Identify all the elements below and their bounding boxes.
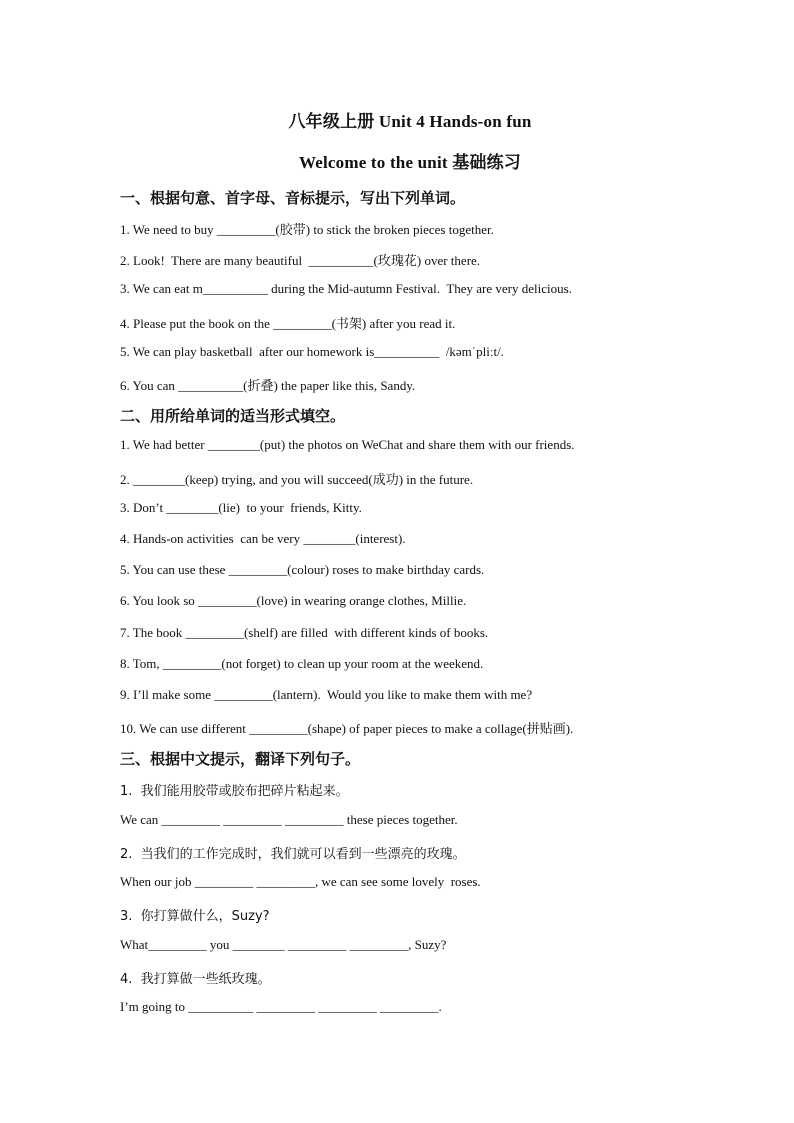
exercise-line: 9. I’ll make some _________(lantern). Would you like to make them with me? bbox=[120, 687, 533, 702]
document-subtitle: Welcome to the unit 基础练习 bbox=[299, 153, 521, 172]
exercise-line: 5. You can use these _________(colour) roses to make birthday cards. bbox=[120, 562, 485, 577]
exercise-line: 10. We can use different _________(shape) of paper pieces to make a collage(拼贴画). bbox=[120, 721, 574, 736]
exercise-line: 8. Tom, _________(not forget) to clean up your room at the weekend. bbox=[120, 656, 484, 671]
section-2-heading: 二、用所给单词的适当形式填空。 bbox=[120, 407, 346, 425]
translation-answer-line: When our job _________ _________, we can see some lovely roses. bbox=[120, 874, 481, 889]
exercise-line: 4. Hands-on activities can be very ________(interest). bbox=[120, 531, 406, 546]
exercise-line: 2. ________(keep) trying, and you will succeed(成功) in the future. bbox=[120, 472, 474, 487]
exercise-line: 6. You can __________(折叠) the paper like this, Sandy. bbox=[120, 378, 416, 393]
exercise-line: 2. Look! There are many beautiful __________(玫瑰花) over there. bbox=[120, 253, 481, 268]
exercise-line: 3. We can eat m__________ during the Mid-autumn Festival. They are very delicious. bbox=[120, 281, 572, 296]
translation-answer-line: What_________ you ________ _________ _________, Suzy? bbox=[120, 937, 447, 952]
exercise-line: 4. Please put the book on the _________(书架) after you read it. bbox=[120, 316, 456, 331]
exercise-line: 5. We can play basketball after our homework is__________ /kəmˈpliːt/. bbox=[120, 344, 504, 359]
document-title: 八年级上册 Unit 4 Hands-on fun bbox=[288, 112, 532, 131]
translation-prompt: 3. 你打算做什么，Suzy? bbox=[120, 909, 270, 924]
section-1-heading: 一、根据句意、首字母、音标提示，写出下列单词。 bbox=[120, 189, 466, 207]
exercise-line: 7. The book _________(shelf) are filled with different kinds of books. bbox=[120, 625, 489, 640]
translation-prompt: 1. 我们能用胶带或胶布把碎片粘起来。 bbox=[120, 784, 349, 799]
section-3-heading: 三、根据中文提示，翻译下列句子。 bbox=[120, 750, 361, 768]
exercise-line: 1. We need to buy _________(胶带) to stick the broken pieces together. bbox=[120, 222, 494, 237]
exercise-line: 6. You look so _________(love) in wearing orange clothes, Millie. bbox=[120, 593, 467, 608]
translation-answer-line: We can _________ _________ _________ these pieces together. bbox=[120, 812, 458, 827]
translation-prompt: 2. 当我们的工作完成时，我们就可以看到一些漂亮的玫瑰。 bbox=[120, 847, 466, 862]
exercise-line: 1. We had better ________(put) the photos on WeChat and share them with our friends. bbox=[120, 437, 575, 452]
translation-answer-line: I’m going to __________ _________ _________ _________. bbox=[120, 999, 442, 1014]
translation-prompt: 4. 我打算做一些纸玫瑰。 bbox=[120, 972, 271, 987]
exercise-line: 3. Don’t ________(lie) to your friends, Kitty. bbox=[120, 500, 362, 515]
